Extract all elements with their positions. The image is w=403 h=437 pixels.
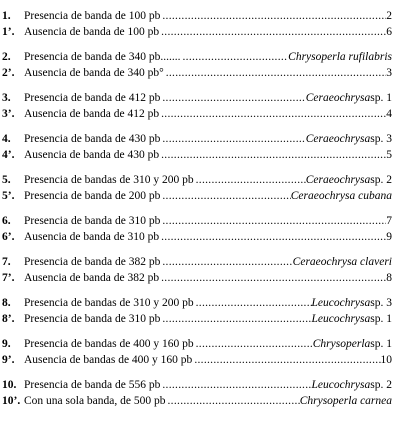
line-number: 10.	[2, 379, 17, 391]
line-taxon: Ceraeochrysa cubana	[290, 190, 392, 202]
leader-dots	[160, 90, 305, 106]
key-line-9b	[2, 352, 392, 368]
key-line-4b	[2, 147, 392, 163]
line-number: 7.	[2, 256, 11, 268]
key-line-3	[2, 90, 392, 106]
key-line-2	[2, 49, 392, 65]
key-line-3b	[2, 106, 392, 122]
line-result: sp. 1	[370, 313, 392, 325]
line-text: Ausencia de banda de 430 pb	[24, 149, 160, 161]
leader-dots	[160, 188, 290, 204]
line-text: Presencia de banda de 430 pb	[24, 133, 161, 145]
key-line-6b	[2, 229, 392, 245]
line-text: Presencia de banda de 412 pb	[24, 92, 161, 104]
line-text: Presencia de banda de 556 pb	[24, 379, 161, 391]
couplet-4	[2, 131, 392, 163]
key-line-10	[2, 377, 392, 393]
line-number: 3’.	[2, 108, 15, 120]
line-result: 2	[386, 10, 392, 22]
line-number: 1’.	[2, 26, 15, 38]
key-line-1b	[2, 24, 392, 40]
leader-dots	[160, 377, 311, 393]
leader-dots	[194, 336, 313, 352]
line-number: 1.	[2, 10, 11, 22]
line-text: Presencia de banda de 310 pb	[24, 215, 161, 227]
line-text: Presencia de banda de 382 pb	[24, 256, 161, 268]
line-text: Ausencia de banda de 340 pb°	[24, 67, 164, 79]
line-taxon: Ceraeochrysa	[305, 92, 371, 104]
key-line-4	[2, 131, 392, 147]
leader-dots	[159, 270, 386, 286]
couplet-7	[2, 254, 392, 286]
key-line-10b	[2, 393, 392, 409]
line-result: sp. 2	[370, 174, 392, 186]
couplet-10	[2, 377, 392, 409]
line-number: 7’.	[2, 272, 15, 284]
couplet-6	[2, 213, 392, 245]
leader-dots	[159, 147, 386, 163]
key-line-2b	[2, 65, 392, 81]
leader-dots	[160, 8, 386, 24]
couplet-5	[2, 172, 392, 204]
line-taxon: Leucochrysa	[311, 297, 371, 309]
line-taxon: Ceraeochrysa	[305, 174, 371, 186]
key-line-5	[2, 172, 392, 188]
line-taxon: Ceraeochrysa claveri	[292, 256, 392, 268]
leader-dots	[160, 254, 292, 270]
couplet-9	[2, 336, 392, 368]
line-text: Ausencia de banda de 412 pb	[24, 108, 160, 120]
line-text: Presencia de banda de 310 pb	[24, 313, 161, 325]
line-number: 6.	[2, 215, 11, 227]
line-number: 5.	[2, 174, 11, 186]
couplet-2	[2, 49, 392, 81]
leader-dots	[159, 229, 386, 245]
key-line-9	[2, 336, 392, 352]
leader-dots	[192, 352, 380, 368]
leader-dots	[160, 213, 386, 229]
couplet-8	[2, 295, 392, 327]
line-number: 8.	[2, 297, 11, 309]
line-text: Ausencia de banda de 310 pb	[24, 231, 160, 243]
leader-dots	[194, 295, 312, 311]
key-line-7	[2, 254, 392, 270]
line-number: 8’.	[2, 313, 15, 325]
line-text: Con una sola banda, de 500 pb	[24, 395, 166, 407]
line-result: 7	[386, 215, 392, 227]
line-number: 4.	[2, 133, 11, 145]
line-text: Presencia de banda de 100 pb	[24, 10, 161, 22]
line-result: 10	[380, 354, 392, 366]
line-number: 2.	[2, 51, 11, 63]
line-taxon: Ceraeochrysa	[305, 133, 371, 145]
line-text: Presencia de bandas de 310 y 200 pb	[24, 174, 194, 186]
line-result: 4	[386, 108, 392, 120]
key-line-8b	[2, 311, 392, 327]
leader-dots	[159, 24, 386, 40]
line-number: 9’.	[2, 354, 15, 366]
line-number: 2’.	[2, 67, 15, 79]
leader-dots	[160, 311, 311, 327]
line-taxon: Chrysoperla	[312, 338, 371, 350]
key-line-1	[2, 8, 392, 24]
key-line-8	[2, 295, 392, 311]
line-number: 5’.	[2, 190, 15, 202]
line-number: 3.	[2, 92, 11, 104]
line-result: 5	[386, 149, 392, 161]
line-number: 10’.	[2, 395, 21, 407]
leader-dots	[180, 49, 288, 65]
line-result: sp. 1	[370, 92, 392, 104]
line-text: Presencia de bandas de 310 y 200 pb	[24, 297, 194, 309]
line-number: 4’.	[2, 149, 15, 161]
line-result: 8	[386, 272, 392, 284]
line-result: sp. 3	[370, 133, 392, 145]
line-result: 6	[386, 26, 392, 38]
leader-dots	[160, 131, 305, 147]
line-result: sp. 2	[370, 379, 392, 391]
line-number: 9.	[2, 338, 11, 350]
line-taxon: Leucochrysa	[311, 379, 371, 391]
line-text: Ausencia de banda de 382 pb	[24, 272, 160, 284]
line-text: Ausencia de bandas de 400 y 160 pb	[24, 354, 193, 366]
line-result: sp. 3	[370, 297, 392, 309]
leader-dots	[164, 65, 387, 81]
line-number: 6’.	[2, 231, 15, 243]
line-taxon: Leucochrysa	[311, 313, 371, 325]
couplet-3	[2, 90, 392, 122]
leader-dots	[194, 172, 306, 188]
line-result: 9	[386, 231, 392, 243]
dichotomous-key	[2, 8, 392, 418]
couplet-1	[2, 8, 392, 40]
line-text: Ausencia de banda de 100 pb	[24, 26, 160, 38]
line-taxon: Chrysoperla carnea	[299, 395, 392, 407]
leader-dots	[159, 106, 386, 122]
line-text: Presencia de bandas de 400 y 160 pb	[24, 338, 194, 350]
line-text: Presencia de banda de 200 pb	[24, 190, 161, 202]
leader-dots	[166, 393, 300, 409]
line-result: sp. 1	[370, 338, 392, 350]
key-line-5b	[2, 188, 392, 204]
key-line-6	[2, 213, 392, 229]
line-taxon: Chrysoperla rufilabris	[288, 51, 392, 63]
key-line-7b	[2, 270, 392, 286]
line-result: 3	[386, 67, 392, 79]
line-text: Presencia de banda de 340 pb.......	[24, 51, 181, 63]
